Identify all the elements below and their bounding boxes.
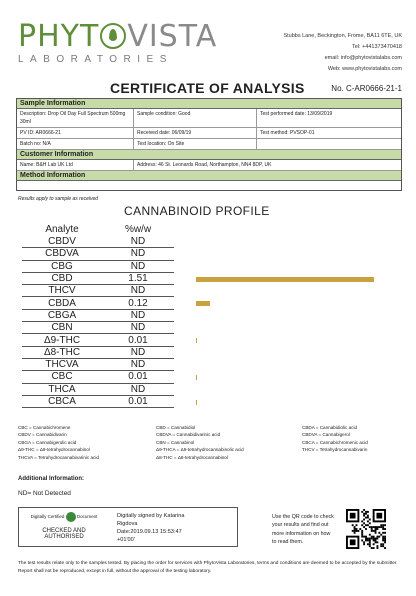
company-logo	[18, 19, 218, 65]
analyte-value: ND	[102, 383, 174, 395]
info-row	[17, 109, 401, 128]
signer-name: Rigdova	[117, 521, 138, 527]
table-row	[22, 297, 174, 309]
table-row	[22, 371, 174, 383]
qr-code-icon[interactable]	[346, 509, 386, 549]
seal-right-text: Document	[76, 514, 98, 520]
abbreviation-item: THCV = Tetrahydrocannabivarin	[302, 447, 368, 453]
analyte-name: THCV	[22, 285, 102, 297]
analyte-value: 0.01	[102, 371, 174, 383]
test-date: Test performed date: 13/09/2019	[260, 111, 333, 117]
analyte-value: 0.01	[102, 395, 174, 407]
footer-disclaimer: The test results relate only to the samples tested. By placing the order for services with PhytoVista Laboratories, terms and conditions are deemed to be accepted by the submitter. Report shall not be reproduced, except in full, without the approval of the testing laboratory.	[18, 561, 398, 574]
analyte-value: ND	[102, 285, 174, 297]
abbreviation-item: CBD = Cannabidiol	[156, 425, 196, 430]
test-location: Test location: On Site	[134, 139, 257, 149]
analyte-value: ND	[102, 260, 174, 272]
analyte-name: CBCA	[22, 395, 102, 407]
table-row	[22, 346, 174, 358]
table-row	[22, 322, 174, 334]
table-row	[22, 395, 174, 407]
lab-web: Web: www.phytovistalabs.com	[327, 66, 402, 72]
additional-info-label: Additional Information:	[18, 476, 84, 482]
concentration-header: %w/w	[124, 223, 152, 235]
info-row	[17, 160, 401, 171]
analyte-name: CBG	[22, 260, 102, 272]
sign-tz: +01'00'	[117, 537, 135, 543]
info-row	[17, 128, 401, 139]
test-method: Test method: PVSOP-01	[260, 130, 315, 136]
analyte-name: CBN	[22, 322, 102, 334]
customer-info-header: Customer Information	[17, 150, 401, 160]
analyte-name: CBGA	[22, 309, 102, 321]
abbreviation-item: Δ8-THC = Δ8-tetrahydrocannabinol	[156, 454, 228, 460]
abbreviation-item: CBDVA = Cannabigerol	[302, 432, 350, 438]
batch-no: Batch no: N/A	[17, 139, 134, 149]
table-row	[22, 383, 174, 395]
analyte-value: 1.51	[102, 272, 174, 284]
lab-address: Stubbs Lane, Beckington, Frome, BA11 6TE, UK	[283, 33, 402, 39]
leaf-icon	[100, 23, 126, 49]
abbreviation-item: CBDV = Cannabidivarin	[18, 432, 67, 438]
seal-top-text: Digitally Certified	[30, 514, 65, 520]
table-row	[22, 272, 174, 284]
abbreviation-item: Δ9-THCA = Δ9-tetrahydrocannabinolic acid	[156, 447, 244, 453]
profile-title: CANNABINOID PROFILE	[124, 204, 270, 218]
logo-text-vista: VISTA	[127, 19, 218, 54]
analyte-value: 0.12	[102, 297, 174, 309]
analyte-name: THCA	[22, 383, 102, 395]
abbreviation-item: CBDVA = Cannabidivarinic acid	[156, 432, 221, 438]
signed-by: Digitally signed by Katarina	[117, 513, 185, 519]
checked-authorised: CHECKED AND AUTHORISED	[42, 528, 86, 540]
abbreviation-item: CBN = Cannabinol	[156, 439, 195, 445]
qr-instructions: Use the QR code to check your results and find out more information on how to read them.	[272, 514, 334, 546]
abbreviation-item: THCVA = Tetrahydrocannabivarinic acid	[18, 454, 99, 460]
analyte-name: THCVA	[22, 358, 102, 370]
analyte-name: CBDA	[22, 297, 102, 309]
empty-cell	[257, 139, 401, 149]
abbreviation-item: CBCA = Cannabichromenic acid	[302, 439, 368, 445]
analyte-name: Δ9-THC	[22, 334, 102, 346]
sample-condition: Sample condition: Good	[134, 109, 257, 127]
lab-email: email: info@phytovistalabs.com	[324, 55, 402, 61]
bar-cbc	[196, 375, 197, 380]
bar-cbda	[196, 301, 210, 306]
analyte-value: ND	[102, 248, 174, 260]
bar-cbd	[196, 277, 374, 282]
table-row	[22, 334, 174, 346]
logo-subtitle: LABORATORIES	[18, 54, 173, 65]
customer-address: Address: 46 St. Leonards Road, Northampton, NN4 8DP, UK	[137, 162, 272, 168]
analyte-value: ND	[102, 346, 174, 358]
cannabinoid-table	[22, 222, 174, 408]
analyte-name: CBDVA	[22, 248, 102, 260]
signature-box	[18, 507, 238, 547]
abbreviation-item: CBC = Cannabichromene	[18, 425, 71, 430]
analyte-value: ND	[102, 322, 174, 334]
table-row	[22, 309, 174, 321]
method-info-header: Method Information	[17, 171, 401, 181]
customer-name: Name: B&H Lab UK Ltd	[17, 160, 134, 170]
sign-date: Date:2019.09.13 15:53:47	[117, 529, 182, 535]
digital-seal-icon	[66, 512, 76, 522]
table-row	[22, 248, 174, 260]
nd-note: ND= Not Detected	[18, 490, 71, 497]
table-row	[22, 260, 174, 272]
analyte-value: 0.01	[102, 334, 174, 346]
abbreviation-item: Δ9-THC = Δ9-tetrahydrocannabinol	[18, 447, 90, 453]
abbreviation-item: CBGA = Cannabigerolic acid	[18, 439, 77, 445]
analyte-header: Analyte	[45, 223, 79, 235]
certificate-number: No. C-AR0666-21-1	[331, 84, 402, 93]
info-row	[17, 139, 401, 150]
method-info-body	[17, 181, 401, 190]
table-row	[22, 236, 174, 248]
logo-text-phyt: PHYT	[18, 19, 100, 54]
analyte-value: ND	[102, 309, 174, 321]
table-row	[22, 358, 174, 370]
table-row	[22, 285, 174, 297]
lab-tel: Tel: +441373470418	[351, 44, 402, 50]
bar-δ9-thc	[196, 338, 197, 343]
analyte-value: ND	[102, 236, 174, 248]
abbreviation-item: CBDA = Cannabidiolic acid	[302, 425, 358, 430]
analyte-name: CBD	[22, 272, 102, 284]
analyte-name: CBDV	[22, 236, 102, 248]
results-note: Results apply to sample as received	[18, 196, 99, 202]
analyte-name: CBC	[22, 371, 102, 383]
bar-cbca	[196, 400, 197, 405]
sample-description: Description: Drop Oil Day Full Spectrum 500mg 30ml	[17, 109, 134, 127]
pv-id: PV ID: AR0666-21	[17, 128, 134, 138]
analyte-value: ND	[102, 358, 174, 370]
page-title: CERTIFICATE OF ANALYSIS	[110, 80, 305, 96]
analyte-name: Δ8-THC	[22, 346, 102, 358]
sample-info-header: Sample Information	[17, 99, 401, 109]
received-date: Received date: 06/09/19	[134, 128, 257, 138]
contact-block	[283, 31, 402, 75]
info-table	[16, 98, 402, 191]
